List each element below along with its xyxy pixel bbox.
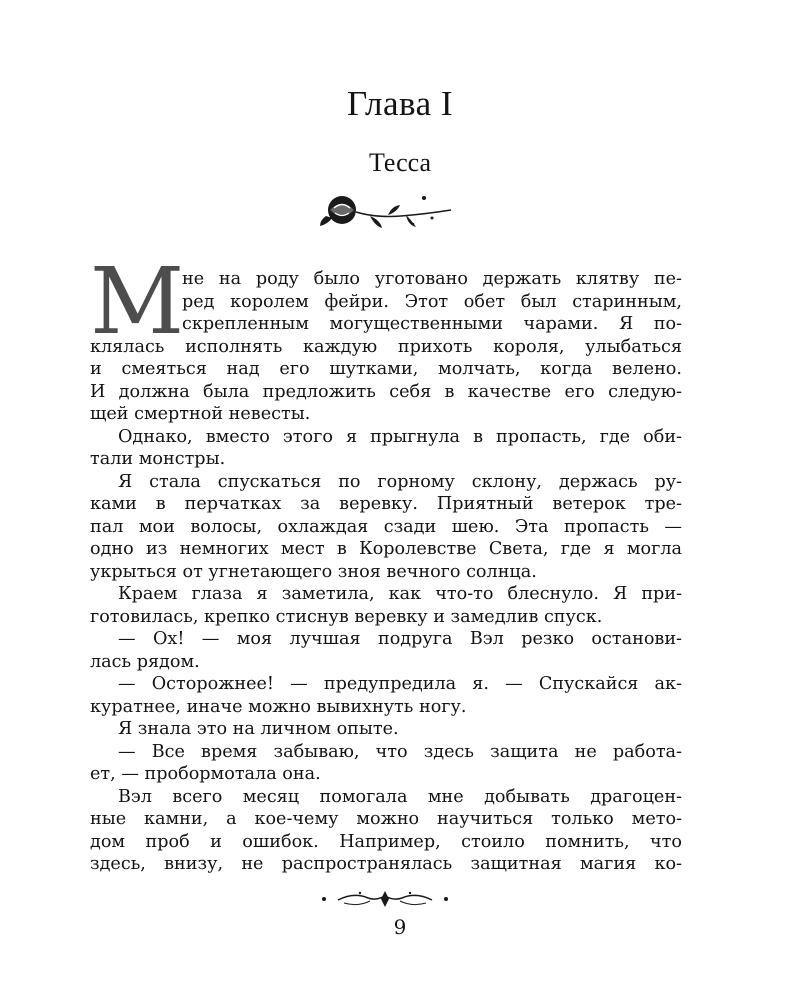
text-line: — Осторожнее! — предупредила я. — Спускайся ак- — [118, 674, 682, 694]
text-line: ками в перчатках за веревку. Приятный ветерок тре- — [90, 494, 682, 514]
flourish-divider-icon — [318, 888, 452, 910]
text-line: Я знала это на личном опыте. — [118, 719, 399, 739]
text-line: ные камни, а кое-чему можно научиться только мето- — [90, 809, 682, 829]
text-line: ет, — пробормотала она. — [90, 764, 321, 784]
chapter-title: Глава I — [346, 84, 454, 123]
text-line: одно из немногих мест в Королевстве Света, где я могла — [90, 539, 682, 559]
text-line: Однако, вместо этого я прыгнула в пропасть, где оби- — [118, 426, 682, 447]
text-line: Краем глаза я заметила, как что-то блеснуло. Я при- — [118, 584, 682, 604]
text-line: лась рядом. — [90, 651, 200, 672]
text-line: готовилась, крепко стиснув веревку и замедлив спуск. — [90, 606, 603, 627]
text-line: — Ох! — моя лучшая подруга Вэл резко останови- — [118, 629, 682, 649]
text-line: И должна была предложить себя в качестве его следую- — [90, 381, 682, 402]
drop-cap: М — [90, 248, 185, 355]
text-line: не на роду было уготовано держать клятву пе- — [182, 269, 682, 289]
chapter-subtitle: Тесса — [368, 148, 432, 177]
text-line: дом проб и ошибок. Например, стоило помнить, что — [90, 831, 682, 852]
text-line: Вэл всего месяц помогала мне добывать драгоцен- — [118, 786, 682, 807]
text-line: щей смертной невесты. — [90, 404, 311, 424]
text-line: укрыться от угнетающего зноя вечного солнца. — [90, 561, 537, 582]
text-line: и смеяться над его шутками, молчать, когда велено. — [90, 359, 682, 379]
chapter-text — [90, 248, 682, 876]
text-line: скрепленным могущественными чарами. Я по- — [182, 314, 682, 334]
text-line: куратнее, иначе можно вывихнуть ногу. — [90, 696, 467, 717]
text-line: здесь, внизу, не распространялась защитная магия ко- — [90, 854, 682, 874]
text-line: — Все время забываю, что здесь защита не работа- — [118, 741, 682, 762]
page-number: 9 — [393, 915, 407, 939]
text-line: ред королем фейри. Этот обет был старинным, — [182, 291, 682, 312]
text-line: Я стала спускаться по горному склону, держась ру- — [118, 471, 682, 492]
text-line: пал мои волосы, охлаждая сзади шею. Эта пропасть — — [90, 516, 682, 537]
text-line: клялась исполнять каждую прихоть короля, улыбаться — [90, 336, 682, 357]
text-line: тали монстры. — [90, 449, 226, 469]
rose-ornament-icon — [318, 190, 454, 234]
